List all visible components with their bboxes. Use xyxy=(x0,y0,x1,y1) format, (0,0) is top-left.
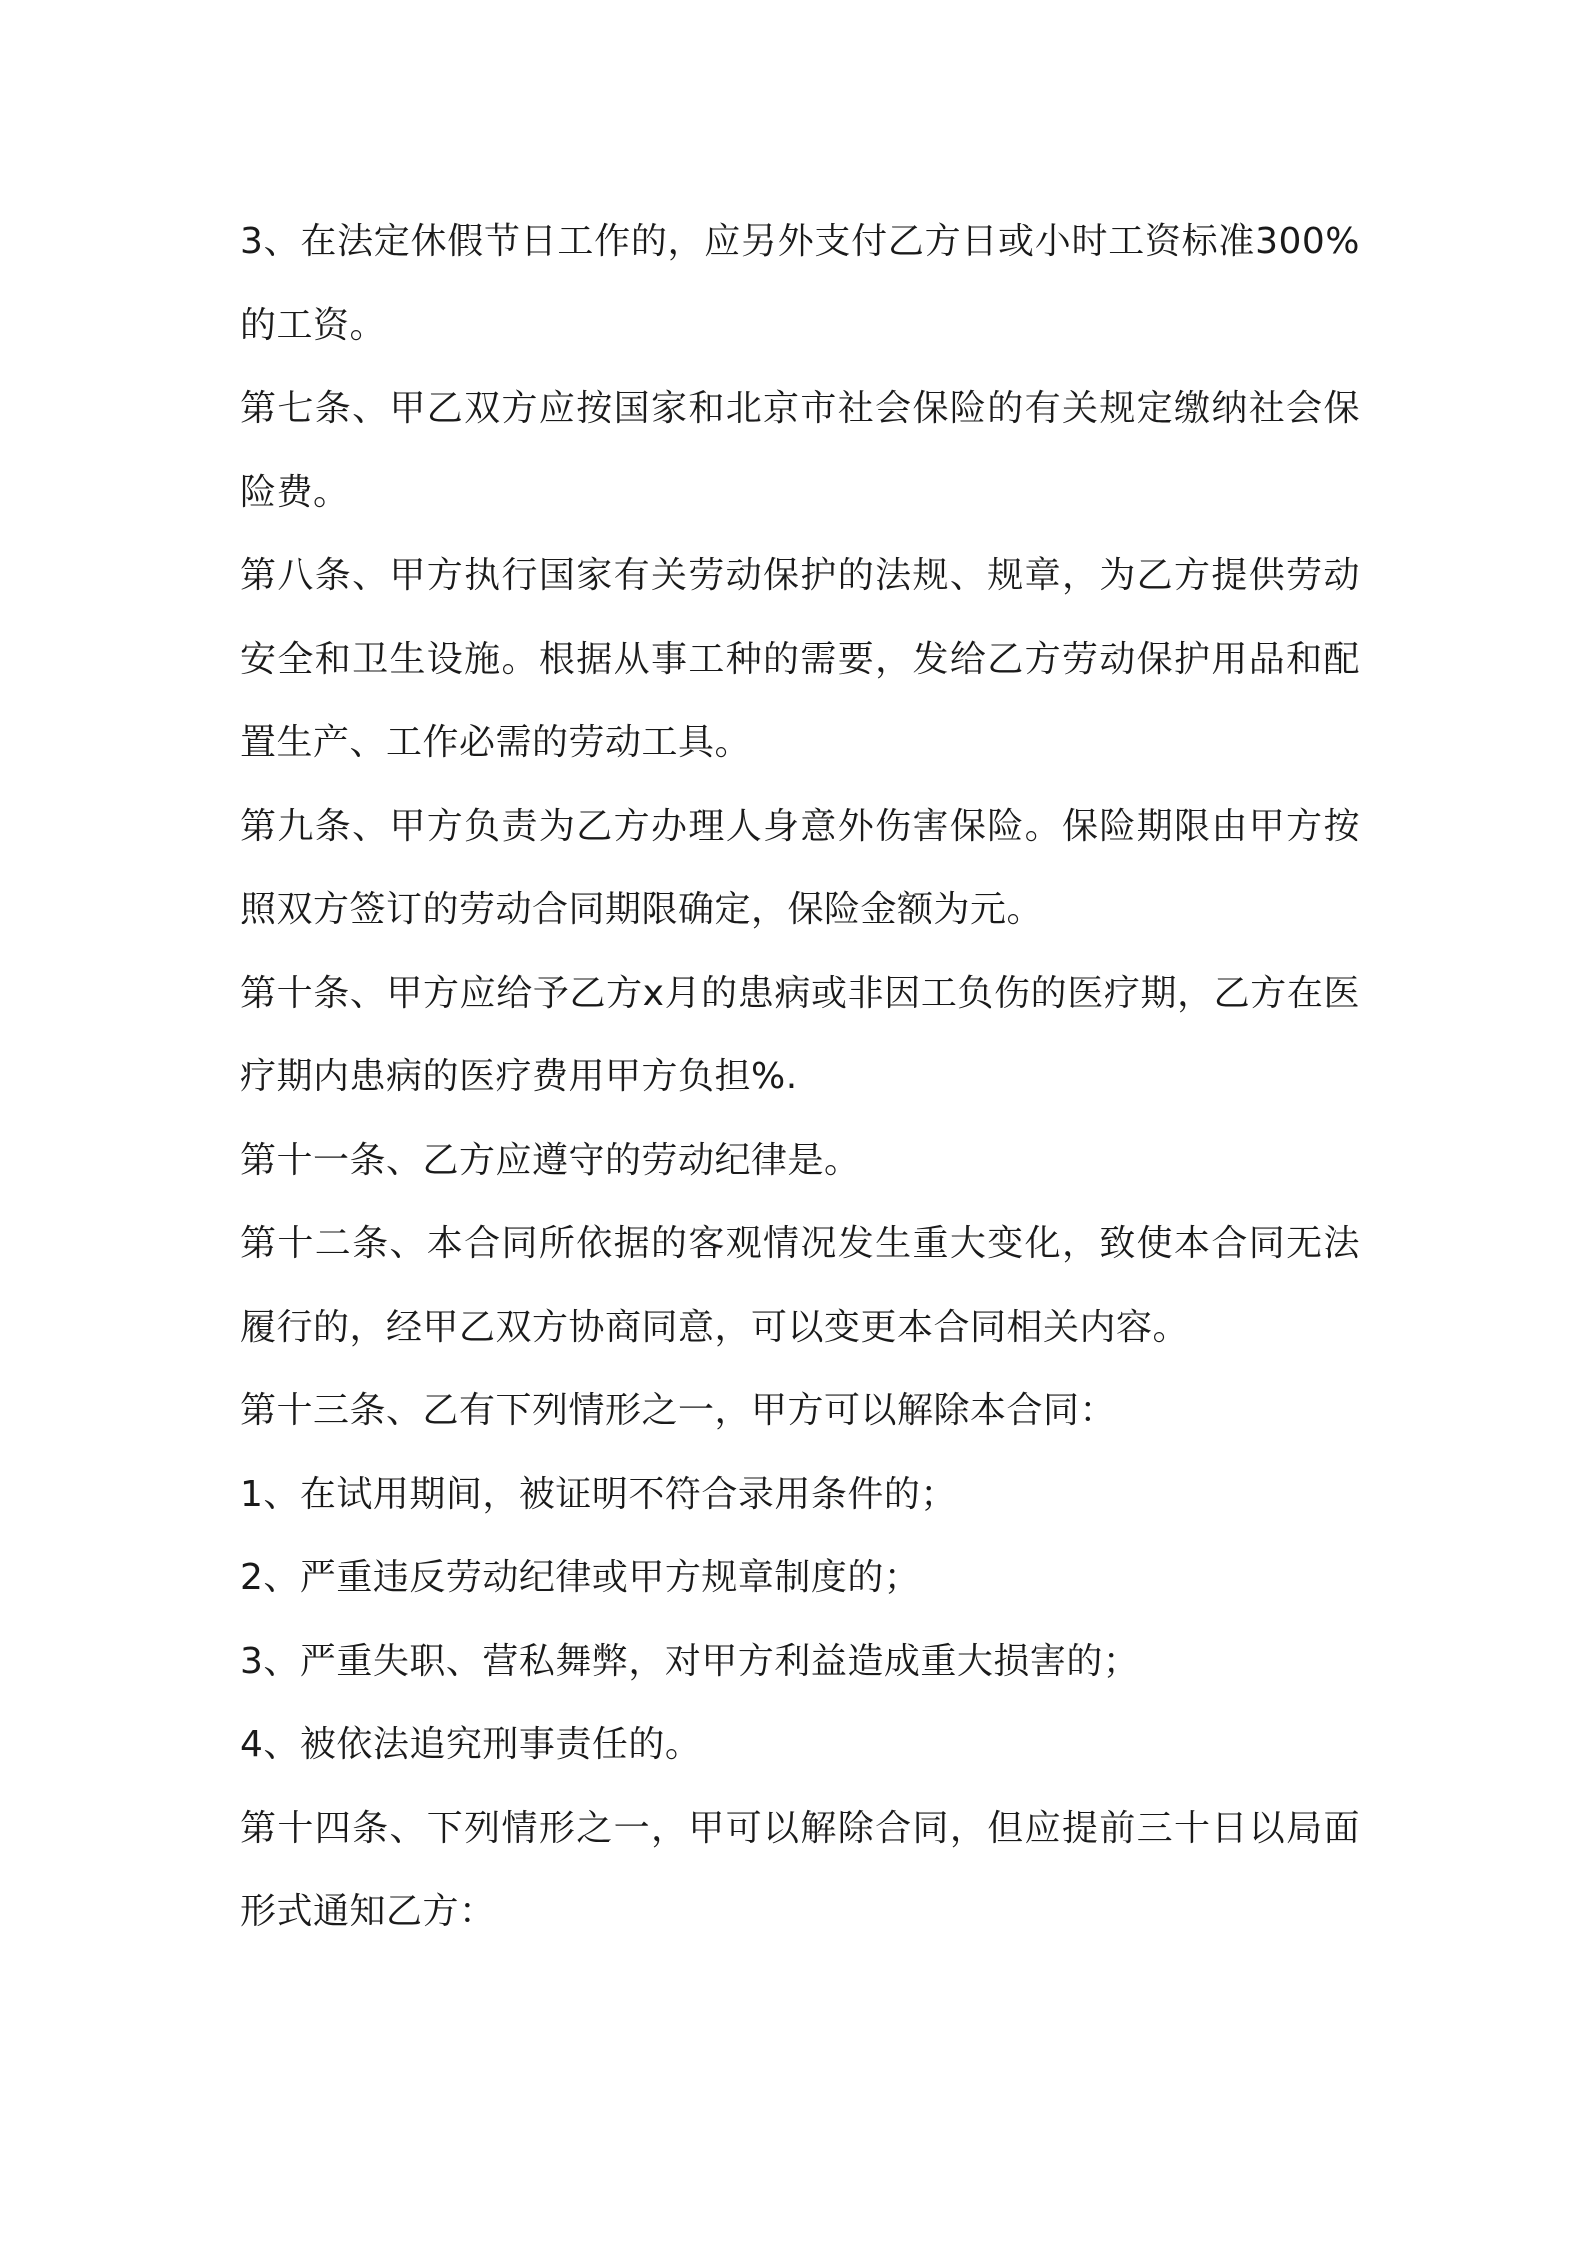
paragraph-article-13: 第十三条、乙有下列情形之一，甲方可以解除本合同： xyxy=(240,1390,1117,1431)
paragraph-article-8: 第八条、甲方执行国家有关劳动保护的法规、规章，为乙方提供劳动安全和卫生设施。根据从事工种的需要，发给乙方劳动保护用品和配置生产、工作必需的劳动工具。 xyxy=(240,555,1360,763)
paragraph-article-11: 第十一条、乙方应遵守的劳动纪律是。 xyxy=(240,1139,861,1181)
list-item-13-2: 2、严重违反劳动纪律或甲方规章制度的； xyxy=(240,1557,921,1598)
list-item-13-3: 3、严重失职、营私舞弊，对甲方利益造成重大损害的； xyxy=(240,1640,1140,1682)
paragraph-article-7: 第七条、甲乙双方应按国家和北京市社会保险的有关规定缴纳社会保险费。 xyxy=(240,388,1360,513)
list-item-13-4: 4、被依法追究刑事责任的。 xyxy=(240,1724,702,1765)
paragraph-article-10: 第十条、甲方应给予乙方x月的患病或非因工负伤的医疗期，乙方在医疗期内患病的医疗费用甲方负担%. xyxy=(240,972,1360,1097)
document-body xyxy=(240,200,1360,1954)
paragraph-article-9: 第九条、甲方负责为乙方办理人身意外伤害保险。保险期限由甲方按照双方签订的劳动合同期限确定，保险金额为元。 xyxy=(240,805,1360,930)
paragraph-article-12: 第十二条、本合同所依据的客观情况发生重大变化，致使本合同无法履行的，经甲乙双方协商同意，可以变更本合同相关内容。 xyxy=(240,1223,1360,1348)
list-item-13-1: 1、在试用期间，被证明不符合录用条件的； xyxy=(240,1473,957,1515)
paragraph-overtime-holiday-pay: 3、在法定休假节日工作的，应另外支付乙方日或小时工资标准300%的工资。 xyxy=(240,221,1360,346)
paragraph-article-14: 第十四条、下列情形之一，甲可以解除合同，但应提前三十日以局面形式通知乙方： xyxy=(240,1807,1360,1932)
